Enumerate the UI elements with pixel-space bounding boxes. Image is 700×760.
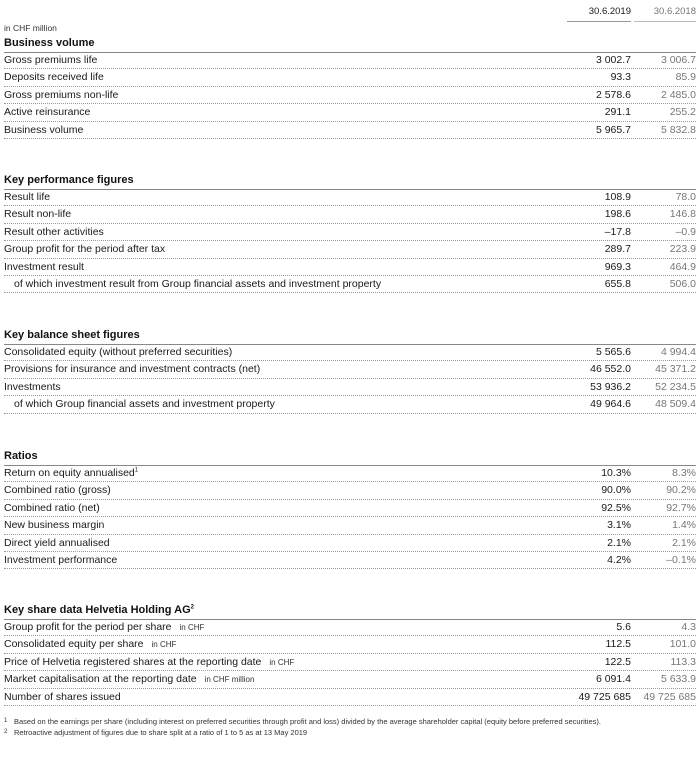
value-previous: 4.3	[681, 621, 696, 633]
value-current: 3 002.7	[595, 54, 631, 66]
value-current: 93.3	[610, 71, 631, 84]
row-label: Gross premiums non-life	[4, 88, 119, 101]
row-label: Combined ratio (net)	[4, 501, 100, 514]
table-row	[0, 552, 700, 569]
row-footnote-mark: 1	[134, 467, 139, 474]
value-previous: 146.8	[669, 208, 696, 221]
value-current: 4.2%	[607, 554, 631, 566]
value-previous: 223.9	[669, 243, 696, 256]
table-row	[0, 241, 700, 258]
row-label: Result non-life	[4, 208, 72, 221]
value-previous: 49 725 685	[643, 690, 696, 703]
value-current: 2.1%	[607, 536, 631, 549]
table-row	[0, 465, 700, 482]
header-divider-current	[567, 21, 631, 22]
section-title: Business volume	[4, 37, 95, 49]
row-divider	[4, 138, 696, 139]
value-previous: 45 371.2	[655, 363, 696, 376]
section-title: Ratios	[4, 450, 38, 462]
row-divider	[4, 568, 696, 569]
value-previous: 8.3%	[672, 467, 696, 479]
value-current: –17.8	[604, 225, 631, 238]
row-label: Price of Helvetia registered shares at the reporting date in CHF	[4, 655, 295, 668]
table-row	[0, 344, 700, 361]
table-row	[0, 636, 700, 653]
row-label: Consolidated equity per share in CHF	[4, 638, 177, 651]
row-unit: in CHF million	[204, 675, 255, 685]
value-previous: 52 234.5	[655, 380, 696, 393]
value-current: 5 965.7	[595, 123, 631, 136]
value-current: 5 565.6	[595, 346, 631, 358]
table-row	[0, 122, 700, 139]
value-previous: 90.2%	[666, 484, 696, 497]
value-previous: 113.3	[670, 655, 696, 668]
row-label: Combined ratio (gross)	[4, 484, 111, 497]
row-label: New business margin	[4, 519, 105, 532]
footnote-1: 1 Based on the earnings per share (including interest on preferred securities through profit and loss) divided by the average shareholder capital (equity before preferred securities).	[4, 717, 601, 726]
value-previous: 506.0	[669, 278, 696, 290]
value-current: 112.5	[605, 638, 631, 651]
value-current: 122.5	[604, 655, 631, 668]
row-divider	[4, 705, 696, 706]
value-current: 291.1	[604, 106, 631, 119]
row-label: Active reinsurance	[4, 106, 91, 119]
row-label: Investments	[4, 380, 61, 393]
row-label: Market capitalisation at the reporting date in CHF million	[4, 673, 255, 686]
value-current: 655.8	[604, 278, 631, 290]
value-previous: 1.4%	[672, 519, 696, 532]
column-header-row	[0, 6, 700, 20]
value-previous: 85.9	[675, 71, 696, 84]
row-label: Gross premiums life	[4, 54, 98, 66]
row-label: Group profit for the period per share in CHF	[4, 621, 205, 633]
value-previous: 3 006.7	[660, 54, 696, 66]
table-row	[0, 396, 700, 413]
table-row	[0, 500, 700, 517]
table-row	[0, 69, 700, 86]
value-current: 92.5%	[601, 501, 631, 514]
section-title-footnote-mark: 2	[190, 604, 194, 611]
value-current: 5.6	[616, 621, 631, 633]
value-current: 10.3%	[601, 467, 631, 479]
value-current: 289.7	[604, 243, 631, 256]
section-title: Key share data Helvetia Holding $AG^2$	[4, 604, 194, 616]
value-current: 969.3	[604, 260, 631, 273]
table-row	[0, 482, 700, 499]
footnotes	[4, 717, 694, 738]
header-divider-previous	[634, 21, 696, 22]
table-row	[0, 52, 700, 69]
row-divider	[4, 413, 696, 414]
table-row	[0, 224, 700, 241]
table-row	[0, 535, 700, 552]
value-previous: 78.0	[675, 191, 696, 203]
value-current: 3.1%	[607, 519, 631, 532]
table-row	[0, 379, 700, 396]
table-row	[0, 104, 700, 121]
value-previous: 2 485.0	[660, 88, 696, 101]
table-row	[0, 276, 700, 293]
value-previous: 48 509.4	[655, 398, 696, 411]
section-title: Key balance sheet figures	[4, 329, 140, 341]
value-previous: 92.7%	[666, 501, 696, 514]
table-row	[0, 189, 700, 206]
footnote-2: 2 Retroactive adjustment of figures due to share split at a ratio of 1 to 5 as at 13 May 2019	[4, 727, 308, 737]
value-current: 49 725 685	[578, 690, 631, 703]
value-previous: 255.2	[669, 106, 696, 119]
row-label: Result other activities	[4, 225, 104, 238]
value-previous: –0.1%	[666, 554, 696, 566]
table-row	[0, 206, 700, 223]
value-previous: –0.9	[675, 225, 696, 238]
row-label: Investment performance	[4, 554, 118, 566]
value-current: 46 552.0	[590, 363, 631, 376]
row-label: of which Group financial assets and investment property	[14, 398, 275, 411]
row-divider	[4, 292, 696, 293]
table-row	[0, 689, 700, 706]
row-label: Investment result	[4, 260, 84, 273]
row-label: Consolidated equity (without preferred securities)	[4, 346, 233, 358]
row-label: Deposits received life	[4, 71, 104, 84]
value-current: 90.0%	[601, 484, 631, 497]
table-row	[0, 654, 700, 671]
table-row	[0, 87, 700, 104]
value-current: 49 964.6	[590, 398, 631, 411]
table-row	[0, 361, 700, 378]
row-unit: in CHF	[269, 657, 295, 667]
table-row	[0, 517, 700, 534]
row-unit: in CHF	[179, 623, 205, 632]
value-previous: 5 832.8	[660, 123, 696, 136]
value-current: 108.9	[604, 191, 631, 203]
column-header-previous: 30.6.2018	[653, 6, 696, 17]
row-unit: in CHF	[151, 640, 177, 650]
value-previous: 4 994.4	[660, 346, 696, 358]
value-current: 2 578.6	[595, 88, 631, 101]
row-label: Return on equity annualised$^1$	[4, 467, 139, 479]
value-current: 6 091.4	[595, 673, 631, 686]
row-label: Group profit for the period after tax	[4, 243, 166, 256]
section-title: Key performance figures	[4, 174, 134, 186]
value-previous: 5 633.9	[660, 673, 696, 686]
table-row	[0, 259, 700, 276]
row-label: Number of shares issued	[4, 690, 121, 703]
row-label: Business volume	[4, 123, 84, 136]
row-label: of which investment result from Group financial assets and investment property	[14, 278, 382, 290]
value-previous: 101.0	[669, 638, 696, 651]
table-row	[0, 671, 700, 688]
value-current: 198.6	[604, 208, 631, 221]
row-label: Direct yield annualised	[4, 536, 110, 549]
column-header-current: 30.6.2019	[588, 6, 631, 17]
row-label: Result life	[4, 191, 51, 203]
unit-note: in CHF million	[4, 23, 57, 33]
value-previous: 2.1%	[672, 536, 696, 549]
row-label: Provisions for insurance and investment contracts (net)	[4, 363, 261, 376]
value-current: 53 936.2	[590, 380, 631, 393]
table-row	[0, 619, 700, 636]
value-previous: 464.9	[669, 260, 696, 273]
